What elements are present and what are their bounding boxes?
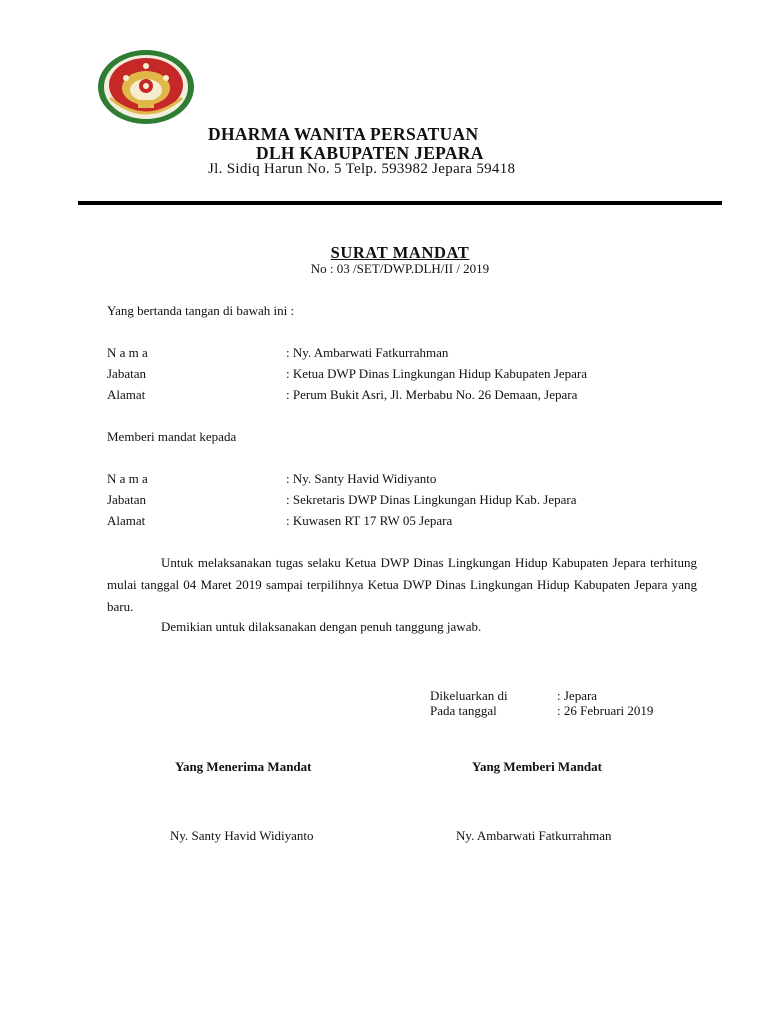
header-divider [78,201,722,205]
grantor-position-label: Jabatan [107,366,146,381]
issued-place-value: : Jepara [557,688,598,703]
receiver-heading: Yang Menerima Mandat [175,759,312,774]
issued-place-label: Dikeluarkan di [430,688,508,703]
body-paragraph [107,552,697,618]
grantor-name-value: : Ny. Ambarwati Fatkurrahman [286,345,449,360]
grantee-address-label: Alamat [107,513,146,528]
grantor-address-label: Alamat [107,387,146,402]
receiver-name: Ny. Santy Havid Widiyanto [170,828,314,843]
grantor-name-label: N a m a [107,345,148,360]
organization-address: Jl. Sidiq Harun No. 5 Telp. 593982 Jepara 59418 [208,161,516,177]
grantor-position-value: : Ketua DWP Dinas Lingkungan Hidup Kabupaten Jepara [286,366,587,381]
issued-date-value: : 26 Februari 2019 [557,703,654,718]
grantee-name-value: : Ny. Santy Havid Widiyanto [286,471,437,486]
giver-name: Ny. Ambarwati Fatkurrahman [456,828,612,843]
issued-date-label: Pada tanggal [430,703,497,718]
grantor-address-value: : Perum Bukit Asri, Jl. Merbabu No. 26 Demaan, Jepara [286,387,578,402]
document-number: No : 03 /SET/DWP.DLH/II / 2019 [310,261,490,276]
body-paragraph-text: Untuk melaksanakan tugas selaku Ketua DWP Dinas Lingkungan Hidup Kabupaten Jepara terhitung mulai tanggal 04 Maret 2019 sampai terpilihnya Ketua DWP Dinas Lingkungan Hidup Kabupaten Jepara yang baru. [107,555,697,614]
grantee-name-label: N a m a [107,471,148,486]
closing-text: Demikian untuk dilaksanakan dengan penuh tanggung jawab. [161,619,482,634]
transition-text: Memberi mandat kepada [107,429,237,444]
grantee-position-label: Jabatan [107,492,146,507]
document-title: SURAT MANDAT [330,243,470,262]
dharma-wanita-emblem-icon [96,48,196,126]
organization-name: DHARMA WANITA PERSATUAN [208,124,479,144]
grantee-position-value: : Sekretaris DWP Dinas Lingkungan Hidup Kab. Jepara [286,492,577,507]
organization-unit: DLH KABUPATEN JEPARA [256,143,484,163]
giver-heading: Yang Memberi Mandat [472,759,602,774]
grantee-address-value: : Kuwasen RT 17 RW 05 Jepara [286,513,453,528]
intro-text: Yang bertanda tangan di bawah ini : [107,303,295,318]
